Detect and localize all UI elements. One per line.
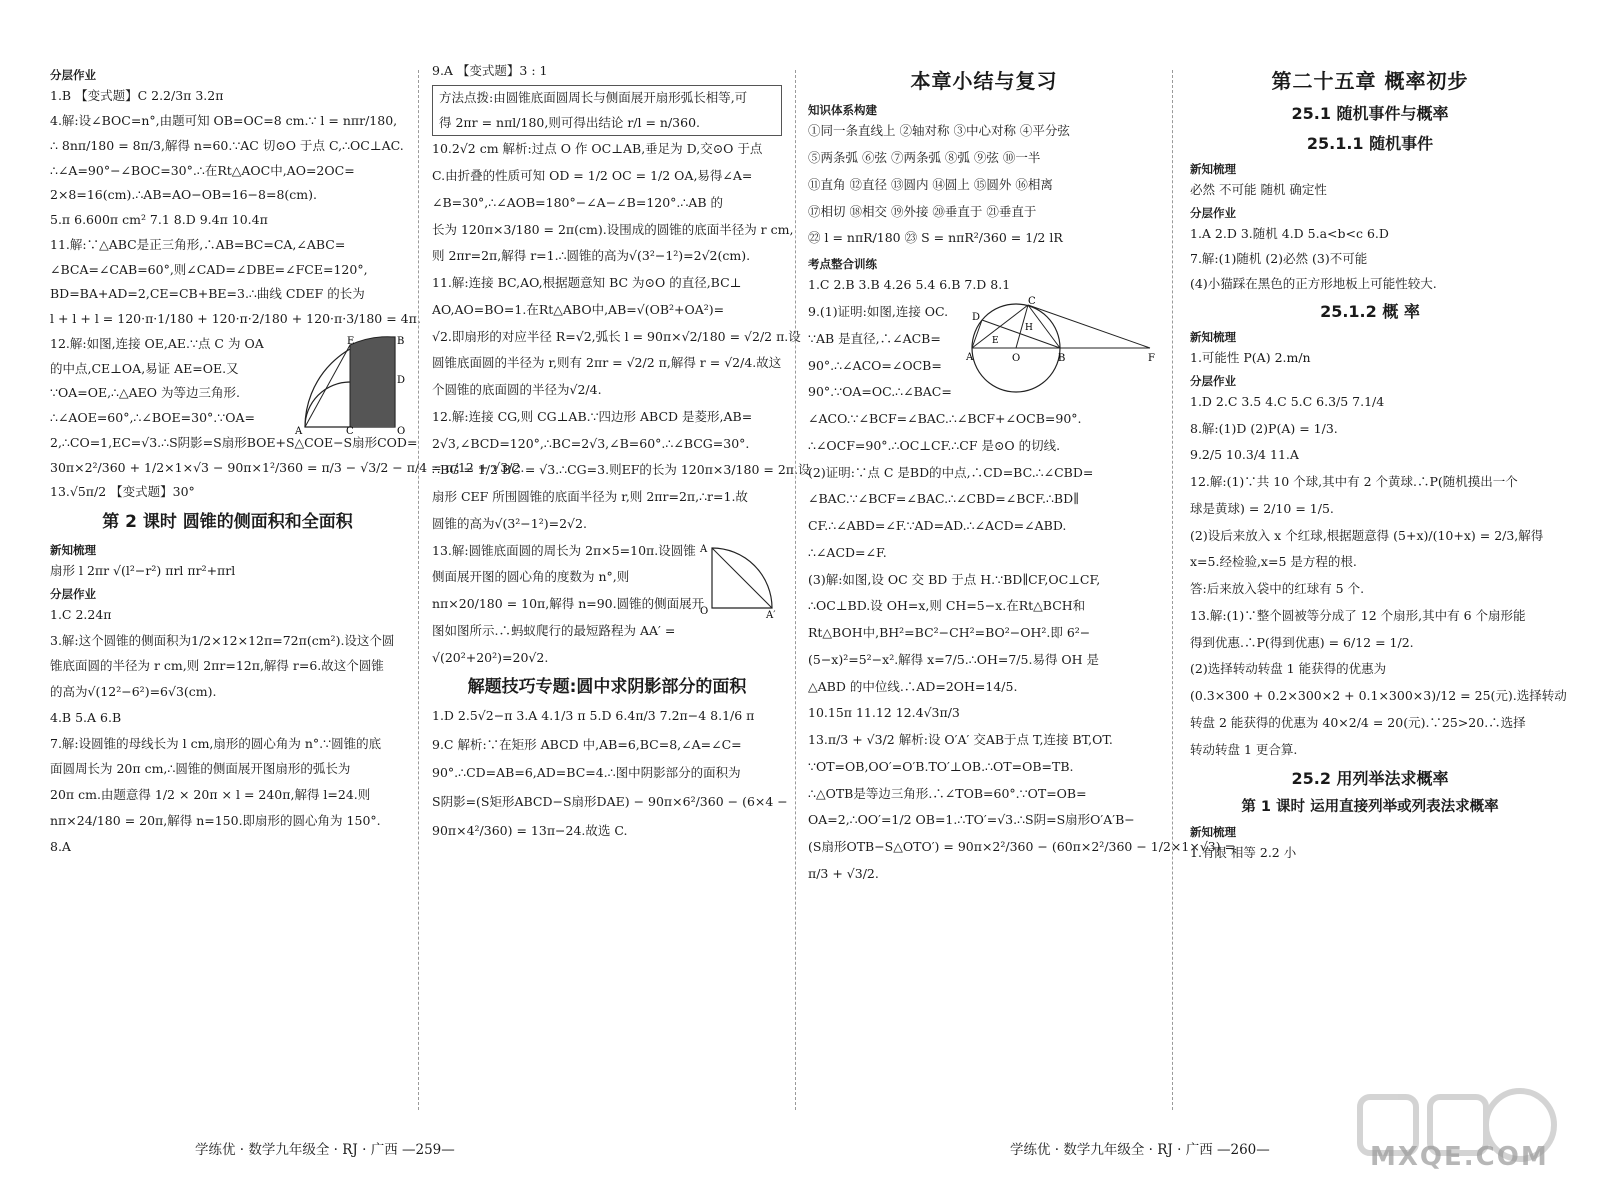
answer-line: 4.解:设∠BOC=n°,由题可知 OB=OC=8 cm.∵ l = nπr/180, — [50, 113, 398, 128]
answer-line: ∴∠OCF=90°.∴OC⊥CF.∴CF 是⊙O 的切线. — [808, 437, 1061, 453]
fig-label: B — [1058, 353, 1066, 365]
answer-line: 9.C 解析:∵在矩形 ABCD 中,AB=6,BC=8,∠A=∠C= — [432, 736, 742, 752]
answer-line: 答:后来放入袋中的红球有 5 个. — [1190, 581, 1365, 596]
column-4 — [1190, 62, 1567, 863]
answer-line: l + l + l = 120·π·1/180 + 120·π·2/180 + 120·π·3/180 = 4π. — [50, 311, 421, 326]
answer-line: π/3 + √3/2. — [808, 865, 879, 881]
heading-new-knowledge: 新知梳理 — [1190, 162, 1236, 176]
answer-line: 4.B 5.A 6.B — [50, 709, 122, 725]
answer-line: 1.B 【变式题】C 2.2/3π 3.2π — [50, 88, 224, 104]
answer-line: ∴OC⊥BD.设 OH=x,则 CH=5−x.在Rt△BCH和 — [808, 598, 1086, 614]
answer-line: 面圆周长为 20π cm,∴圆锥的侧面展开图扇形的弧长为 — [50, 761, 351, 777]
heading-integrated-training: 考点整合训练 — [808, 257, 877, 271]
section-title-chapter-review: 本章小结与复习 — [910, 69, 1058, 93]
fig-label: O — [397, 425, 406, 437]
fig-label: C — [1028, 296, 1036, 308]
answer-line: 转盘 2 能获得的优惠为 40×2/4 = 20(元).∵25>20.∴选择 — [1190, 714, 1526, 730]
answer-line: 扇形 l 2πr √(l²−r²) πrl πr²+πrl — [50, 562, 236, 578]
answer-line: ⑪直角 ⑫直径 ⑬圆内 ⑭圆上 ⑮圆外 ⑯相离 — [808, 176, 1053, 192]
answer-line: 13.√5π/2 【变式题】30° — [50, 484, 195, 500]
answer-line: (2)证明:∵点 C 是BD的中点,∴CD=BC.∴∠CBD= — [808, 464, 1094, 480]
answer-line: ∠BCA=∠CAB=60°,则∠CAD=∠DBE=∠FCE=120°, — [50, 261, 368, 277]
tip-line: 方法点拨:由圆锥底面圆周长与侧面展开扇形弧长相等,可 — [439, 89, 748, 105]
answer-line: (0.3×300 + 0.2×300×2 + 0.1×300×3)/12 = 25(元).选择转动 — [1190, 688, 1567, 703]
answer-line: 2×8=16(cm).∴AB=AO−OB=16−8=8(cm). — [50, 187, 317, 203]
answer-line: nπ×20/180 = 10π,解得 n=90.圆锥的侧面展开 — [432, 596, 705, 611]
answer-line: 10.2√2 cm 解析:过点 O 作 OC⊥AB,垂足为 D,交⊙O 于点 — [432, 141, 763, 157]
answer-line: ∵AB 是直径,∴∠ACB= — [808, 330, 941, 346]
answer-line: (2)设后来放入 x 个红球,根据题意得 (5+x)/(10+x) = 2/3,解得 — [1190, 527, 1544, 543]
answer-line: 9.2/5 10.3/4 11.A — [1190, 447, 1299, 463]
fig-label: D — [972, 312, 981, 324]
fig-label: F — [1148, 353, 1155, 365]
answer-line: 1.C 2.B 3.B 4.26 5.4 6.B 7.D 8.1 — [808, 277, 1011, 293]
column-divider — [418, 70, 419, 1110]
fig-label: A′ — [766, 609, 776, 621]
answer-line: 锥底面圆的半径为 r cm,则 2πr=12π,解得 r=6.故这个圆锥 — [50, 658, 384, 674]
answer-line: √(20²+20²)=20√2. — [432, 649, 549, 665]
heading-layered-homework: 分层作业 — [1190, 373, 1236, 388]
answer-line: 11.解:∵△ABC是正三角形,∴AB=BC=CA,∠ABC= — [50, 236, 346, 252]
answer-line: ㉒ l = nπR/180 ㉓ S = nπR²/360 = 1/2 lR — [808, 230, 1063, 246]
answer-line: Rt△BOH中,BH²=BC²−CH²=BO²−OH².即 6²− — [808, 625, 1091, 640]
section-title-25-1: 25.1 随机事件与概率 — [1291, 104, 1449, 123]
method-tip-box — [432, 85, 782, 137]
fig-label: B — [397, 335, 405, 347]
fig-label: O — [700, 605, 709, 617]
answer-line: △ABD 的中位线.∴AD=2OH=14/5. — [808, 678, 1018, 694]
answer-line: ∠B=30°,∴∠AOB=180°−∠A−∠B=120°.∴AB 的 — [432, 194, 724, 210]
section-title-cone-area: 第 2 课时 圆锥的侧面积和全面积 — [102, 512, 353, 532]
answer-line: 5.π 6.600π cm² 7.1 8.D 9.4π 10.4π — [50, 212, 268, 227]
column-divider — [795, 70, 796, 1110]
answer-line: ∵OT=OB,OO′=O′B.TO′⊥OB.∴OT=OB=TB. — [808, 758, 1074, 774]
tip-line: 得 2πr = nπl/180,则可得出结论 r/l = n/360. — [439, 114, 701, 130]
answer-line: 3.解:这个圆锥的侧面积为1/2×12×12π=72π(cm²).设这个圆 — [50, 632, 395, 648]
answer-line: S阴影=(S矩形ABCD−S扇形DAE) − 90π×6²/360 − (6×4 − — [432, 794, 788, 809]
answer-line: AO,AO=BO=1.在Rt△ABO中,AB=√(OB²+OA²)= — [432, 301, 725, 317]
answer-line: 7.解:(1)随机 (2)必然 (3)不可能 — [1190, 251, 1368, 266]
answer-line: 13.π/3 + √3/2 解析:设 O′A′ 交AB于点 T,连接 BT,OT. — [808, 732, 1113, 747]
answer-line: ⑰相切 ⑱相交 ⑲外接 ⑳垂直于 ㉑垂直于 — [808, 203, 1037, 219]
quarter-circle-figure — [700, 542, 780, 620]
answer-line: 13.解:圆锥底面圆的周长为 2π×5=10π.设圆锥 — [432, 542, 696, 558]
answer-line: 8.A — [50, 838, 71, 854]
section-title-25-2: 25.2 用列举法求概率 — [1291, 769, 1449, 789]
heading-layered-homework: 分层作业 — [50, 586, 96, 601]
column-2 — [432, 62, 811, 851]
answer-line: 10.15π 11.12 12.4√3π/3 — [808, 705, 960, 721]
fig-label: H — [1025, 323, 1033, 334]
answer-line: 11.解:连接 BC,AO,根据题意知 BC 为⊙O 的直径,BC⊥ — [432, 275, 742, 290]
chapter-title: 第二十五章 概率初步 — [1271, 69, 1469, 93]
watermark-text: MXQE.COM — [1370, 1142, 1549, 1172]
answer-line: C.由折叠的性质可知 OD = 1/2 OC = 1/2 OA,易得∠A= — [432, 168, 753, 183]
answer-line: 侧面展开图的圆心角的度数为 n°,则 — [432, 569, 630, 585]
answer-line: ∴∠A=90°−∠BOC=30°.∴在Rt△AOC中,AO=2OC= — [50, 162, 355, 178]
answer-line: (4)小猫踩在黑色的正方形地板上可能性较大. — [1190, 275, 1437, 291]
answer-line: x=5.经检验,x=5 是方程的根. — [1190, 554, 1357, 570]
answer-line: 1.D 2.5√2−π 3.A 4.1/3 π 5.D 6.4π/3 7.2π−4 8.1/6 π — [432, 707, 755, 723]
heading-layered-homework: 分层作业 — [50, 68, 96, 82]
answer-line: 扇形 CEF 所围圆锥的底面半径为 r,则 2πr=2π,∴r=1.故 — [432, 489, 748, 504]
answers-block-a — [50, 87, 421, 329]
answer-line: 90π×4²/360) = 13π−24.故选 C. — [432, 822, 628, 838]
heading-new-knowledge: 新知梳理 — [1190, 329, 1236, 344]
answer-line: ∠ACO.∵∠BCF=∠BAC.∴∠BCF+∠OCB=90°. — [808, 411, 1082, 426]
page-footer-left: 学练优 · 数学九年级全 · RJ · 广西 —259— — [195, 1142, 455, 1158]
answer-line: 2√3,∠BCD=120°,∴BC=2√3,∠B=60°.∴∠BCG=30°. — [432, 435, 750, 451]
answer-line: 1.C 2.24π — [50, 606, 112, 622]
answer-line: 则 2πr=2π,解得 r=1.∴圆锥的高为√(3²−1²)=2√2(cm). — [432, 248, 751, 264]
fig-label: A — [295, 425, 303, 437]
answer-line: ①同一条直线上 ②轴对称 ③中心对称 ④平分弦 — [808, 123, 1070, 139]
answer-line: 1.可能性 P(A) 2.m/n — [1190, 349, 1311, 365]
answer-line: 的高为√(12²−6²)=6√3(cm). — [50, 684, 217, 699]
fig-label: E — [992, 336, 999, 347]
page-footer-right: 学练优 · 数学九年级全 · RJ · 广西 —260— — [1010, 1142, 1270, 1158]
answer-line: 90°.∴CD=AB=6,AD=BC=4.∴图中阴影部分的面积为 — [432, 765, 741, 781]
answer-line: 1.A 2.D 3.随机 4.D 5.a<b<c 6.D — [1190, 226, 1389, 242]
answer-line: 30π×2²/360 + 1/2×1×√3 − 90π×1²/360 = π/3 − √3/2 − π/4 = π/12 + √3/2. — [50, 459, 525, 475]
answer-line: ∴∠ACD=∠F. — [808, 544, 887, 560]
answer-line: 圆锥底面圆的半径为 r,则有 2πr = √2/2 π,解得 r = √2/4.故这 — [432, 355, 782, 371]
answer-line: 90°.∴∠ACO=∠OCB= — [808, 357, 942, 373]
heading-knowledge-system: 知识体系构建 — [808, 103, 877, 117]
answer-line: (2)选择转动转盘 1 能获得的优惠为 — [1190, 661, 1387, 677]
answer-line: (3)解:如图,设 OC 交 BD 于点 H.∵BD∥CF,OC⊥CF, — [808, 571, 1101, 587]
answer-line: 1.有限 相等 2.2 小 — [1190, 845, 1297, 861]
answer-line: CF.∴∠ABD=∠F.∵AD=AD.∴∠ACD=∠ABD. — [808, 518, 1067, 533]
answer-line: 12.解:(1)∵共 10 个球,其中有 2 个黄球.∴P(随机摸出一个 — [1190, 474, 1518, 489]
answer-line: 12.解:连接 CG,则 CG⊥AB.∵四边形 ABCD 是菱形,AB= — [432, 408, 753, 424]
answer-line: BD=BA+AD=2,CE=CB+BE=3.∴曲线 CDEF 的长为 — [50, 286, 365, 302]
answer-line: 90°.∵OA=OC.∴∠BAC= — [808, 384, 952, 400]
answer-line: 球是黄球) = 2/10 = 1/5. — [1190, 500, 1334, 516]
heading-layered-homework: 分层作业 — [1190, 206, 1236, 220]
answer-line: 1.D 2.C 3.5 4.C 5.C 6.3/5 7.1/4 — [1190, 393, 1385, 409]
section-title-lesson-1: 第 1 课时 运用直接列举或列表法求概率 — [1241, 799, 1499, 816]
answers-block-c — [432, 707, 788, 841]
answer-line: 12.解:如图,连接 OE,AE.∵点 C 为 OA — [50, 335, 264, 351]
answer-line: 图如图所示.∴蚂蚁爬行的最短路程为 AA′ = — [432, 622, 676, 638]
answer-line: OA=2,∴OO′=1/2 OB=1.∴TO′=√3.∴S阴=S扇形O′A′B− — [808, 812, 1135, 828]
answer-line: nπ×24/180 = 20π,解得 n=150.即扇形的圆心角为 150°. — [50, 812, 381, 828]
fig-label: A — [700, 543, 708, 555]
answer-line: ∴∠AOE=60°,∴∠BOE=30°.∵OA= — [50, 410, 255, 425]
answer-line: (S扇形OTB−S△OTO′) = 90π×2²/360 − (60π×2²/360 − 1/2×1×√3) = — [808, 839, 1236, 854]
answers-block-a — [808, 122, 1160, 248]
answer-line: 8.解:(1)D (2)P(A) = 1/3. — [1190, 420, 1338, 436]
answer-line: (5−x)²=5²−x².解得 x=7/5.∴OH=7/5.易得 OH 是 — [808, 651, 1100, 667]
answers-block-b — [432, 542, 782, 668]
answer-line: ∴BG = 1/2 BC = √3.∴CG=3.则EF的长为 120π×3/180 = 2π.设 — [432, 462, 811, 478]
fig-label: E — [347, 335, 355, 347]
answer-line: ∠BAC.∵∠BCF=∠BAC.∴∠CBD=∠BCF.∴BD∥ — [808, 491, 1079, 507]
answer-line: 个圆锥的底面圆的半径为√2/4. — [432, 382, 602, 397]
answer-line: 9.A 【变式题】3 : 1 — [432, 63, 548, 78]
answer-line: 20π cm.由题意得 1/2 × 20π × l = 240π,解得 l=24.则 — [50, 787, 371, 802]
answer-line: 2,∴CO=1,EC=√3.∴S阴影=S扇形BOE+S△COE−S扇形COD= — [50, 434, 418, 450]
circle-tangent-figure — [968, 298, 1158, 398]
answer-line: 7.解:设圆锥的母线长为 l cm,扇形的圆心角为 n°.∵圆锥的底 — [50, 735, 382, 751]
section-title-25-1-1: 25.1.1 随机事件 — [1306, 134, 1434, 153]
section-title-shaded-area: 解题技巧专题:圆中求阴影部分的面积 — [467, 677, 747, 698]
fig-label: A — [966, 352, 974, 364]
sector-figure — [295, 335, 405, 435]
answer-line: 的中点,CE⊥OA,易证 AE=OE.又 — [50, 360, 239, 376]
answer-line: ∵OA=OE,∴△AEO 为等边三角形. — [50, 385, 240, 401]
answers-block-d — [50, 606, 405, 857]
fig-label: C — [346, 425, 354, 437]
answer-line: 圆锥的高为√(3²−1²)=2√2. — [432, 515, 587, 531]
answer-line: 13.解:(1)∵整个圆被等分成了 12 个扇形,其中有 6 个扇形能 — [1190, 607, 1526, 623]
answer-line: 9.(1)证明:如图,连接 OC. — [808, 304, 949, 319]
answer-line: ⑤两条弧 ⑥弦 ⑦两条弧 ⑧弧 ⑨弦 ⑩一半 — [808, 150, 1041, 165]
column-divider — [1172, 70, 1173, 1110]
answer-line: 必然 不可能 随机 确定性 — [1190, 182, 1327, 198]
heading-new-knowledge: 新知梳理 — [1190, 825, 1236, 839]
answer-line: √2.即扇形的对应半径 R=√2,弧长 l = 90π×√2/180 = √2/2 π.设 — [432, 328, 801, 344]
heading-new-knowledge: 新知梳理 — [50, 542, 96, 557]
fig-label: D — [397, 374, 406, 386]
section-title-25-1-2: 25.1.2 概 率 — [1320, 301, 1420, 321]
answer-line: 得到优惠.∴P(得到优惠) = 6/12 = 1/2. — [1190, 634, 1414, 650]
answer-line: 长为 120π×3/180 = 2π(cm).设围成的圆锥的底面半径为 r cm, — [432, 221, 794, 237]
answer-line: ∴△OTB是等边三角形.∴∠TOB=60°.∵OT=OB= — [808, 785, 1087, 801]
answer-line: ∴ 8nπ/180 = 8π/3,解得 n=60.∵AC 切⊙O 于点 C,∴OC⊥AC. — [50, 137, 404, 153]
fig-label: O — [1012, 353, 1021, 365]
answers-block-a — [432, 140, 811, 533]
answer-line: 转动转盘 1 更合算. — [1190, 741, 1298, 757]
